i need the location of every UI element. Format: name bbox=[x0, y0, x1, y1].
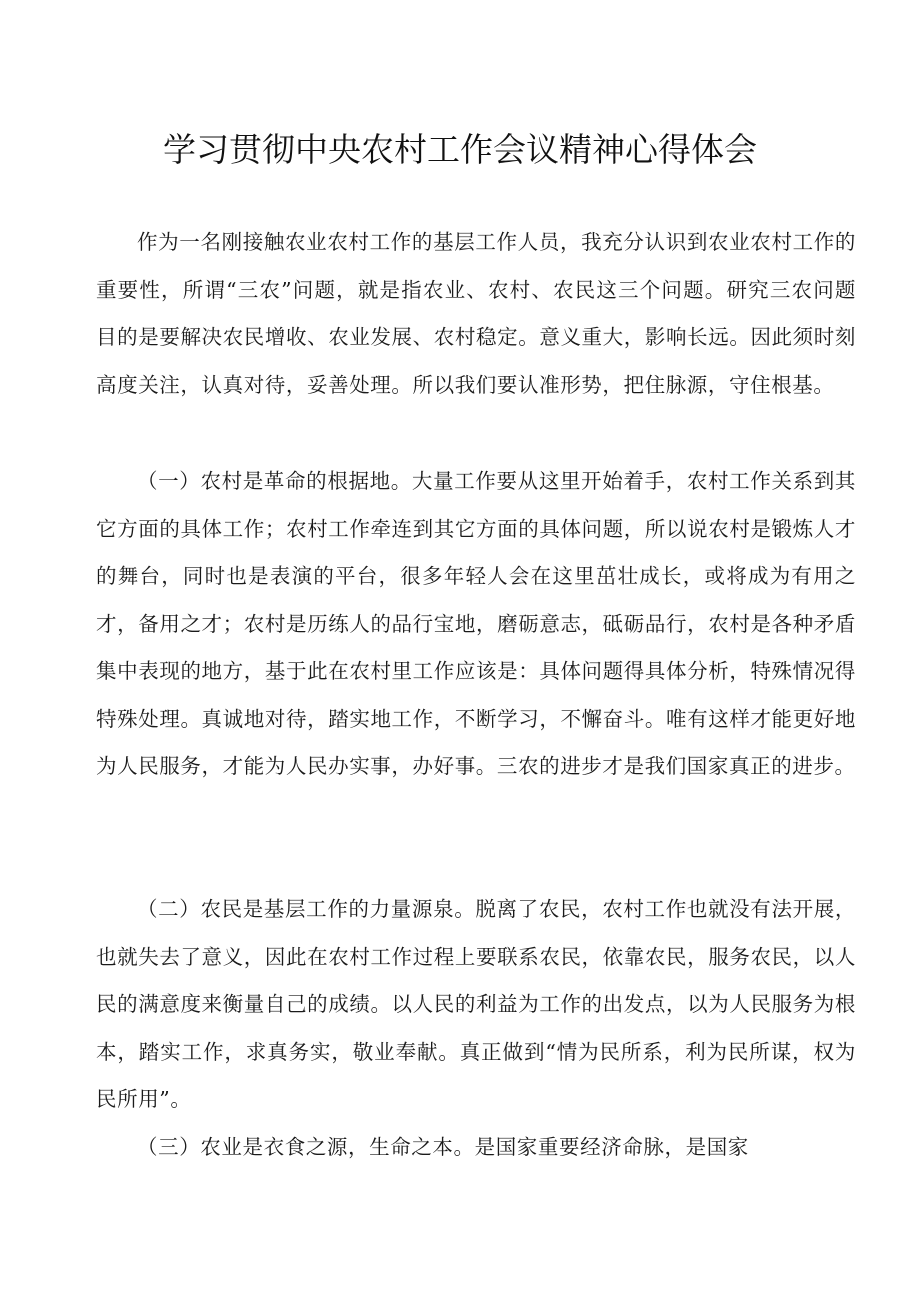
document-title: 学习贯彻中央农村工作会议精神心得体会 bbox=[163, 130, 757, 169]
paragraph-section-1: （一）农村是革命的根据地。大量工作要从这里开始着手，农村工作关系到其它方面的具体工作；农村工作牵连到其它方面的具体问题，所以说农村是锻炼人才的舞台，同时也是表演的平台，很多年轻人会在这里茁壮成长，或将成为有用之才，备用之才；农村是历练人的品行宝地，磨砺意志，砥砺品行，农村是各种矛盾集中表现的地方，基于此在农村里工作应该是：具体问题得具体分析，特殊情况得特殊处理。真诚地对待，踏实地工作，不断学习，不懈奋斗。唯有这样才能更好地为人民服务，才能为人民办实事，办好事。三农的进步才是我们国家真正的进步。 bbox=[96, 469, 856, 778]
paragraph-section-2: （二）农民是基层工作的力量源泉。脱离了农民，农村工作也就没有法开展，也就失去了意义，因此在农村工作过程上要联系农民，依靠农民，服务农民，以人民的满意度来衡量自己的成绩。以人民的利益为工作的出发点，以为人民服务为根本，踏实工作，求真务实，敬业奉献。真正做到“情为民所系，利为民所谋，权为民所用”。 bbox=[96, 897, 856, 1111]
paragraph-intro: 作为一名刚接触农业农村工作的基层工作人员，我充分认识到农业农村工作的重要性，所谓“三农”问题，就是指农业、农村、农民这三个问题。研究三农问题目的是要解决农民增收、农业发展、农村稳定。意义重大，影响长远。因此须时刻高度关注，认真对待，妥善处理。所以我们要认准形势，把住脉源，守住根基。 bbox=[96, 230, 856, 397]
paragraph-section-3: （三）农业是衣食之源，生命之本。是国家重要经济命脉，是国家 bbox=[137, 1135, 749, 1159]
